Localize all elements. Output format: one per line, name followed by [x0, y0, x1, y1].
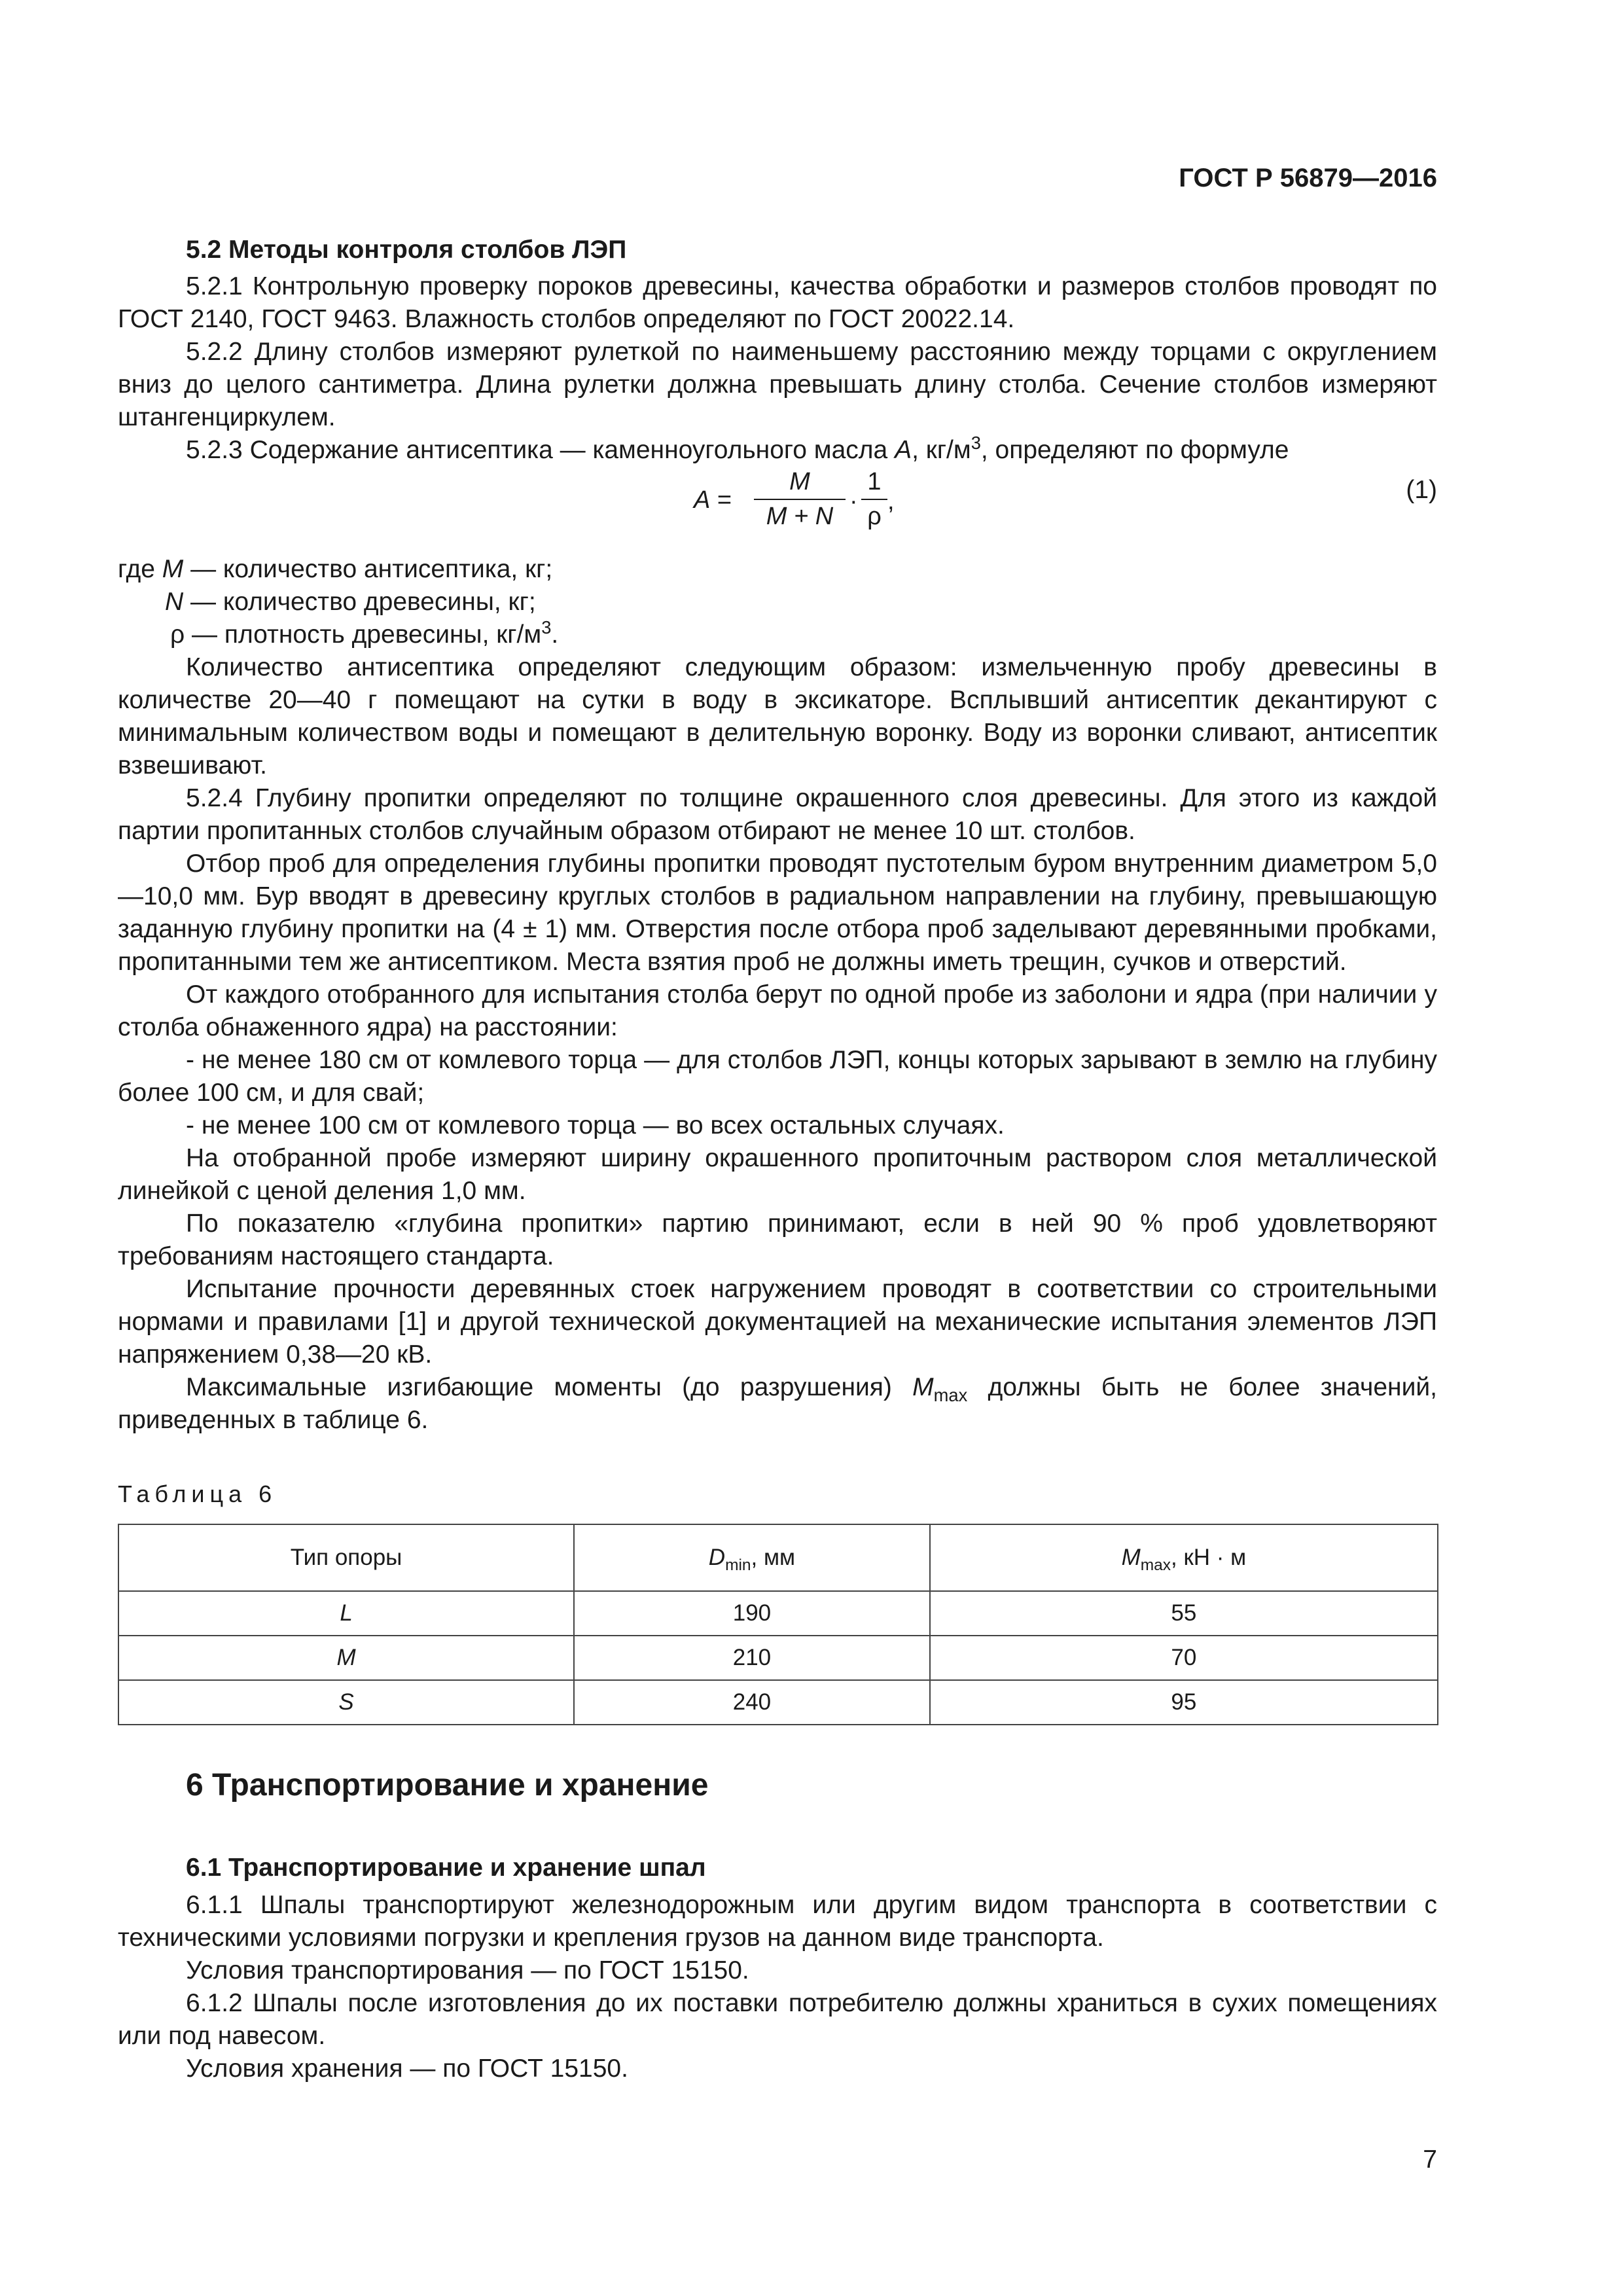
- table-header-row: [118, 1524, 1438, 1591]
- section-6-1-title: 6.1 Транспортирование и хранение шпал: [186, 1854, 706, 1882]
- definition-m: где M — количество антисептика, кг;: [118, 555, 553, 583]
- cell-dmin: 240: [574, 1680, 930, 1725]
- page-number: 7: [1423, 2145, 1437, 2174]
- header-mmax: $M_{max}$, кН · м: [930, 1524, 1438, 1591]
- paragraph-strength-test: Испытание прочности деревянных стоек нагружением проводят в соответствии со строительными нормами и правилами [1] и другой технической документацией на механические испытания элементов ЛЭП напряжением 0,38—20 кВ.: [118, 1275, 1437, 1369]
- section-5-2-title: 5.2 Методы контроля столбов ЛЭП: [186, 236, 627, 264]
- cell-dmin: 210: [574, 1636, 930, 1680]
- cell-dmin: 190: [574, 1591, 930, 1636]
- table-row: [118, 1680, 1438, 1725]
- cell-type: S: [118, 1680, 574, 1725]
- paragraph-sample-distance: От каждого отобранного для испытания столба берут по одной пробе из заболони и ядра (при наличии у столба обнаженного ядра) на расстоянии:: [118, 980, 1437, 1041]
- definition-rho: ρ — плотность древесины, $кг/м^3$.: [170, 617, 559, 649]
- section-6-title: 6 Транспортирование и хранение: [186, 1768, 709, 1803]
- cell-type: M: [118, 1636, 574, 1680]
- paragraph-max-moments: Максимальные изгибающие моменты (до разрушения) $M_{max}$ должны быть не более значений, приведенных в таблице 6.: [118, 1373, 1438, 1434]
- paragraph-5-2-4: 5.2.4 Глубину пропитки определяют по толщине окрашенного слоя древесины. Для этого из каждой партии пропитанных столбов случайным образом отбирают не менее 10 шт. столбов.: [118, 784, 1437, 845]
- paragraph-acceptance: По показателю «глубина пропитки» партию принимают, если в ней 90 % проб удовлетворяют требованиям настоящего стандарта.: [118, 1210, 1437, 1270]
- formula-1: A = M M + N · 1 ρ ,: [694, 468, 895, 530]
- paragraph-6-1-2: 6.1.2 Шпалы после изготовления до их поставки потребителю должны храниться в сухих помещениях или под навесом.: [118, 1989, 1437, 2050]
- section-5-2-body: [118, 270, 1437, 467]
- paragraph-5-2-2: 5.2.2 Длину столбов измеряют рулеткой по наименьшему расстоянию между торцами с округлением вниз до целого сантиметра. Длина рулетки должна превышать длину столба. Сечение столбов измеряют штангенциркулем.: [118, 338, 1437, 431]
- paragraph-6-1-1: 6.1.1 Шпалы транспортируют железнодорожным или другим видом транспорта в соответствии с техническими условиями погрузки и крепления грузов на данном виде транспорта.: [118, 1891, 1437, 1952]
- paragraph-measure: На отобранной пробе измеряют ширину окрашенного пропиточным раствором слоя металлической линейкой с ценой деления 1,0 мм.: [118, 1144, 1437, 1205]
- document-header: ГОСТ Р 56879—2016: [1179, 164, 1437, 192]
- cell-type: L: [118, 1591, 574, 1636]
- definition-n: N — количество древесины, кг;: [165, 588, 536, 616]
- table-6-caption: Таблица 6: [118, 1480, 277, 1507]
- paragraph-5-2-1: 5.2.1 Контрольную проверку пороков древесины, качества обработки и размеров столбов проводят по ГОСТ 2140, ГОСТ 9463. Влажность столбов определяют по ГОСТ 20022.14.: [118, 272, 1437, 333]
- header-dmin: $D_{min}$, мм: [574, 1524, 930, 1591]
- formula-definitions: [118, 553, 558, 651]
- list-item-180cm: - не менее 180 см от комлевого торца — для столбов ЛЭП, концы которых зарывают в землю на глубину более 100 см, и для свай;: [118, 1046, 1437, 1107]
- section-6-1-body: [118, 1889, 1437, 2085]
- cell-mmax: 95: [930, 1680, 1438, 1725]
- formula-number: (1): [1406, 476, 1437, 504]
- paragraph-5-2-3: 5.2.3 Содержание антисептика — каменноугольного масла A, $кг/м^3$, определяют по формуле: [186, 433, 1289, 464]
- cell-mmax: 55: [930, 1591, 1438, 1636]
- table-row: [118, 1591, 1438, 1636]
- paragraph-storage-conditions: Условия хранения — по ГОСТ 15150.: [186, 2054, 628, 2083]
- cell-mmax: 70: [930, 1636, 1438, 1680]
- table-row: [118, 1636, 1438, 1680]
- header-support-type: Тип опоры: [118, 1524, 574, 1591]
- paragraph-antiseptic-quantity: Количество антисептика определяют следующим образом: измельченную пробу древесины в количестве 20—40 г помещают на сутки в воду в эксикаторе. Всплывший антисептик декантируют с минимальным количеством воды и помещают в делительную воронку. Воду из воронки сливают, антисептик взвешивают.: [118, 653, 1437, 780]
- paragraph-transport-conditions: Условия транспортирования — по ГОСТ 15150.: [186, 1956, 749, 1984]
- section-5-2-continued: [118, 651, 1437, 1437]
- table-6: [118, 1524, 1438, 1725]
- paragraph-sampling: Отбор проб для определения глубины пропитки проводят пустотелым буром внутренним диаметром 5,0—10,0 мм. Бур вводят в древесину круглых столбов в радиальном направлении на глубину, превышающую заданную глубину пропитки на (4 ± 1) мм. Отверстия после отбора проб заделывают деревянными пробками, пропитанными тем же антисептиком. Места взятия проб не должны иметь трещин, сучков и отверстий.: [118, 850, 1437, 976]
- list-item-100cm: - не менее 100 см от комлевого торца — во всех остальных случаях.: [186, 1111, 1005, 1139]
